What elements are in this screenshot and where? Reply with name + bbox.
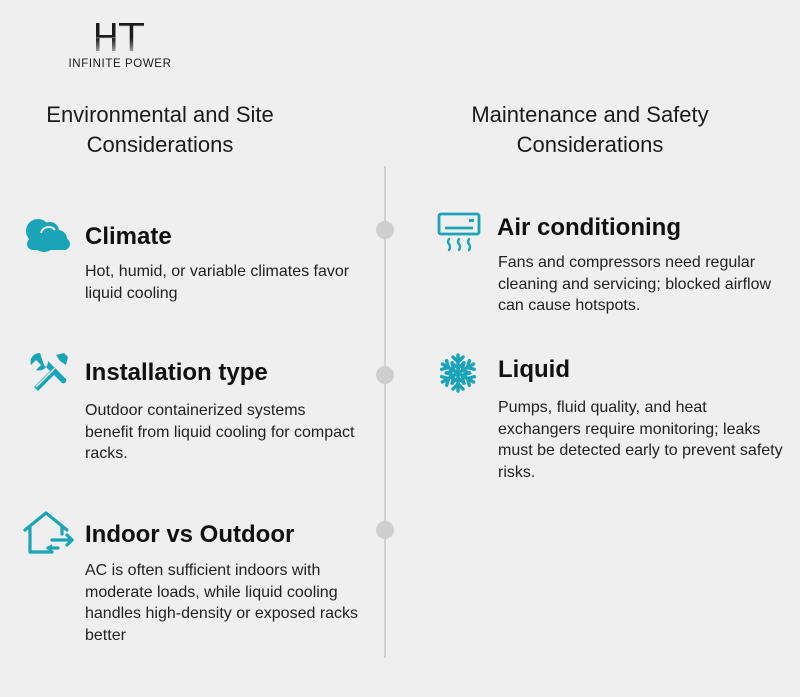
climate-title: Climate — [85, 223, 172, 250]
liquid-title: Liquid — [498, 356, 570, 383]
air-conditioning-description: Fans and compressors need regular cleaning and servicing; blocked airflow can cause hotspots. — [498, 254, 772, 314]
brand-logo — [55, 22, 185, 70]
installation-type-title: Installation type — [85, 359, 268, 386]
cloud-icon — [24, 216, 72, 256]
liquid-description: Pumps, fluid quality, and heat exchangers require monitoring; leaks must be detected early to prevent safety risks. — [498, 399, 783, 481]
brand-tagline: INFINITE POWER — [68, 58, 172, 70]
timeline-divider — [384, 166, 386, 658]
indoor-vs-outdoor-title: Indoor vs Outdoor — [85, 521, 295, 548]
air-conditioner-icon — [437, 212, 481, 254]
indoor-vs-outdoor-description: AC is often sufficient indoors with moderate loads, while liquid cooling handles high-density or exposed racks better — [85, 562, 359, 644]
tools-icon — [28, 351, 70, 393]
climate-description: Hot, humid, or variable climates favor liquid cooling — [85, 263, 350, 302]
house-arrows-icon — [22, 510, 76, 556]
timeline-dot — [376, 221, 394, 239]
right-column-heading: Maintenance and Safety Considerations — [471, 102, 709, 157]
timeline-dot — [376, 366, 394, 384]
snowflake-icon — [437, 352, 479, 394]
installation-type-description: Outdoor containerized systems benefit from liquid cooling for compact racks. — [85, 402, 355, 462]
timeline-dot — [376, 521, 394, 539]
left-column-heading: Environmental and Site Considerations — [46, 102, 274, 157]
ht-logo-mark — [94, 22, 146, 52]
air-conditioning-title: Air conditioning — [497, 214, 681, 241]
